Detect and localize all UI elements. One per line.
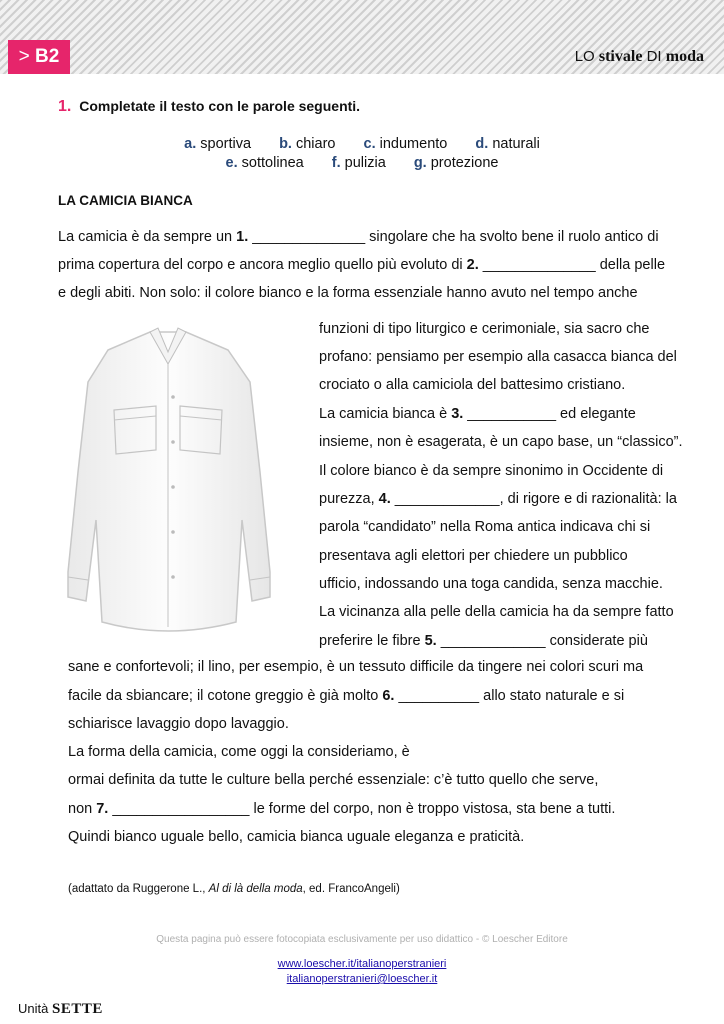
option-c: c. indumento <box>363 136 448 152</box>
blank-number: 1. <box>236 229 249 245</box>
blank-number: 4. <box>378 491 391 507</box>
exercise-instruction: Completate il testo con le parole seguenti. <box>79 98 361 114</box>
brand-logo <box>575 48 704 66</box>
website-link[interactable]: www.loescher.it/italianoperstranieri <box>277 958 447 970</box>
text-line: insieme, non è esagerata, è un capo base, un “classico”. <box>319 434 683 450</box>
option-g: g. protezione <box>413 155 499 171</box>
brand-di: DI <box>646 48 662 65</box>
blank-number: 5. <box>424 633 437 649</box>
option-b: b. chiaro <box>279 136 336 152</box>
text-line: parola “candidato” nella Roma antica indicava chi si <box>319 519 651 535</box>
option-e: e. sottolinea <box>225 155 304 171</box>
level-badge <box>8 40 70 74</box>
word-options-row-1 <box>0 136 724 152</box>
blank-number: 3. <box>451 406 464 422</box>
text-line: presentava agli elettori per chiedere un pubblico <box>319 548 628 564</box>
badge-arrow: > <box>18 46 30 67</box>
brand-stivale: stivale <box>598 48 643 65</box>
text-heading: LA CAMICIA BIANCA <box>58 193 193 208</box>
text-line: Il colore bianco è da sempre sinonimo in Occidente di <box>319 463 664 479</box>
unit-word: Unità <box>18 1001 49 1016</box>
brand-lo: LO <box>574 48 595 65</box>
option-f: f. pulizia <box>331 155 386 171</box>
blank-number: 2. <box>466 257 479 273</box>
blank-number: 6. <box>382 688 395 704</box>
option-d: d. naturali <box>475 136 540 152</box>
exercise-number: 1. <box>58 98 72 115</box>
text-line: La forma della camicia, come oggi la consideriamo, è <box>68 744 410 760</box>
copyright-notice: Questa pagina può essere fotocopiata esclusivamente per uso didattico - © Loescher Editore <box>156 934 568 945</box>
text-line: schiarisce lavaggio dopo lavaggio. <box>68 716 289 732</box>
email-link[interactable]: italianoperstranieri@loescher.it <box>286 973 438 985</box>
text-line: sane e confortevoli; il lino, per esempio, è un tessuto difficile da tingere nei colori scuri ma <box>68 659 644 675</box>
unit-name: SETTE <box>51 1001 103 1017</box>
text-line: ormai definita da tutte le culture bella perché essenziale: c’è tutto quello che serve, <box>68 772 599 788</box>
exercise-title <box>58 98 360 116</box>
text-line: preferire le fibre 5. _____________ considerate più <box>319 633 648 649</box>
text-line: e degli abiti. Non solo: il colore bianco e la forma essenziale hanno avuto nel tempo anche <box>58 285 638 301</box>
source-book-title: Al di là della moda <box>208 883 303 895</box>
text-line: La camicia bianca è 3. ___________ ed elegante <box>319 406 636 422</box>
text-line: facile da sbiancare; il cotone greggio è già molto 6. __________ allo stato naturale e si <box>68 688 625 704</box>
text-line: crociato o alla camiciola del battesimo cristiano. <box>319 377 626 393</box>
text-line: prima copertura del corpo e ancora meglio quello più evoluto di 2. ______________ della pelle <box>58 257 666 273</box>
text-line: purezza, 4. _____________, di rigore e di razionalità: la <box>319 491 677 507</box>
text-line: non 7. _________________ le forme del corpo, non è troppo vistosa, sta bene a tutti. <box>68 801 616 817</box>
blank-number: 7. <box>96 801 109 817</box>
text-line: La camicia è da sempre un 1. ______________ singolare che ha svolto bene il ruolo antico di <box>58 229 659 245</box>
text-line: funzioni di tipo liturgico e cerimoniale, sia sacro che <box>319 321 650 337</box>
white-shirt-image <box>38 322 308 642</box>
option-a: a. sportiva <box>184 136 252 152</box>
text-line: profano: pensiamo per esempio alla casacca bianca del <box>319 349 677 365</box>
page-header <box>0 0 724 74</box>
brand-moda: moda <box>665 48 704 65</box>
text-line: Quindi bianco uguale bello, camicia bianca uguale eleganza e praticità. <box>68 829 525 845</box>
badge-level: B2 <box>35 46 60 67</box>
text-line: ufficio, indossando una toga candida, senza macchie. <box>319 576 663 592</box>
unit-label <box>18 1001 103 1018</box>
text-line: La vicinanza alla pelle della camicia ha da sempre fatto <box>319 604 674 620</box>
source-citation: (adattato da Ruggerone L., Al di là della moda, ed. FrancoAngeli) <box>68 883 400 895</box>
word-options-row-2 <box>0 155 724 171</box>
